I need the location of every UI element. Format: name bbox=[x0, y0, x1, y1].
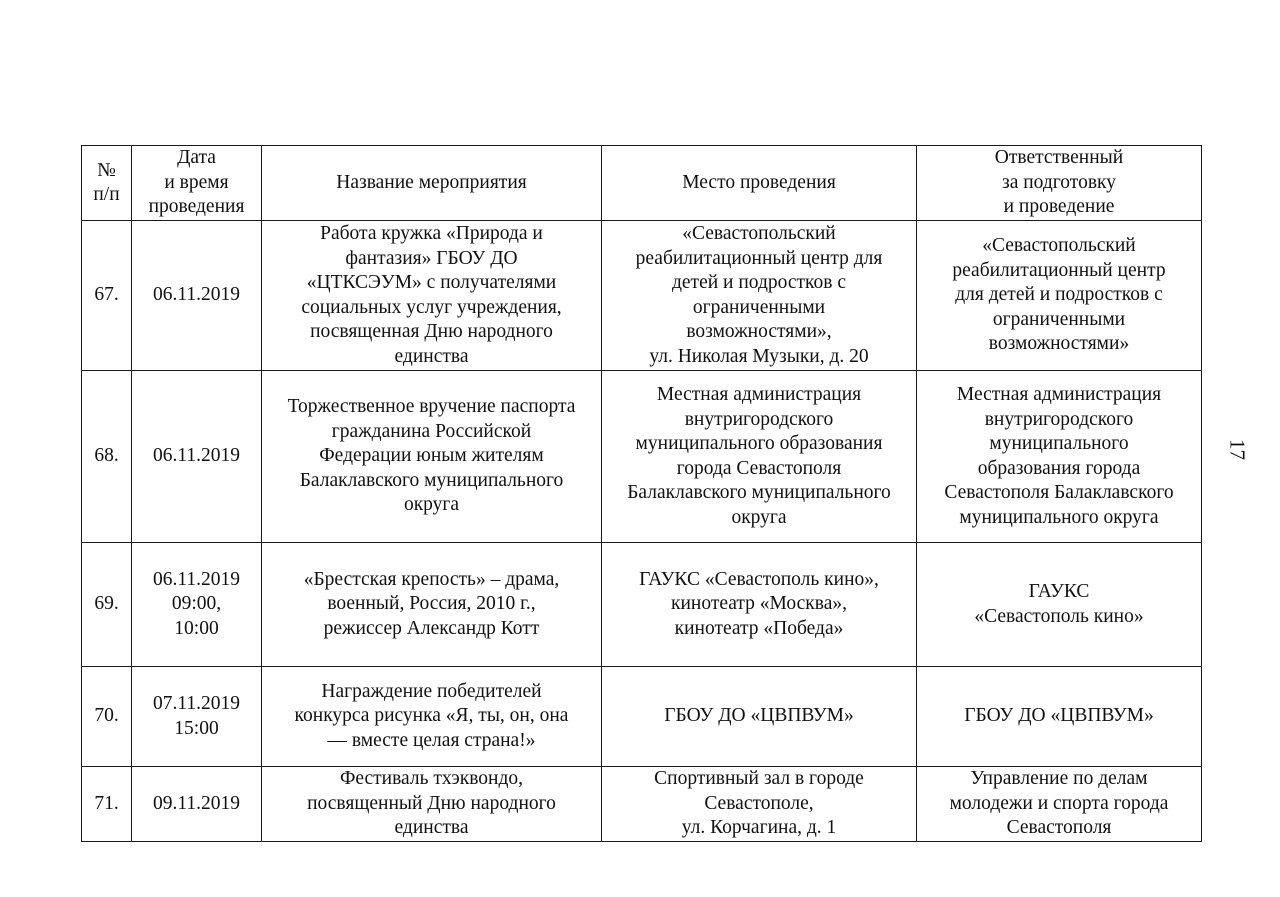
row-place: ГБОУ ДО «ЦВПВУМ» bbox=[602, 667, 917, 767]
row-number: 69. bbox=[82, 543, 132, 667]
header-place: Место проведения bbox=[602, 146, 917, 221]
row-event-name: Торжественное вручение паспорта гражданина Российской Федерации юным жителям Балаклавского муниципального округа bbox=[262, 371, 602, 543]
events-table bbox=[81, 145, 1202, 842]
table-row bbox=[82, 543, 1202, 667]
row-event-name: Награждение победителей конкурса рисунка «Я, ты, он, она — вместе целая страна!» bbox=[262, 667, 602, 767]
row-date: 06.11.2019 bbox=[132, 371, 262, 543]
header-responsible: Ответственный за подготовку и проведение bbox=[917, 146, 1202, 221]
row-event-name: Работа кружка «Природа и фантазия» ГБОУ ДО «ЦТКСЭУМ» с получателями социальных услуг учреждения, посвященная Дню народного единства bbox=[262, 221, 602, 371]
table-row bbox=[82, 667, 1202, 767]
row-responsible: Местная администрация внутригородского муниципального образования города Севастополя Балаклавского муниципального округа bbox=[917, 371, 1202, 543]
table-header-row bbox=[82, 146, 1202, 221]
row-place: ГАУКС «Севастополь кино», кинотеатр «Москва», кинотеатр «Победа» bbox=[602, 543, 917, 667]
row-number: 68. bbox=[82, 371, 132, 543]
row-number: 70. bbox=[82, 667, 132, 767]
header-date: Дата и время проведения bbox=[132, 146, 262, 221]
header-number: № п/п bbox=[82, 146, 132, 221]
row-responsible: ГАУКС «Севастополь кино» bbox=[917, 543, 1202, 667]
row-place: «Севастопольский реабилитационный центр для детей и подростков с ограниченными возможностями», ул. Николая Музыки, д. 20 bbox=[602, 221, 917, 371]
table-row bbox=[82, 371, 1202, 543]
row-responsible: Управление по делам молодежи и спорта города Севастополя bbox=[917, 767, 1202, 842]
table-row bbox=[82, 221, 1202, 371]
page-number: 17 bbox=[1225, 439, 1250, 460]
table-row bbox=[82, 767, 1202, 842]
row-responsible: «Севастопольский реабилитационный центр для детей и подростков с ограниченными возможностями» bbox=[917, 221, 1202, 371]
row-date: 07.11.2019 15:00 bbox=[132, 667, 262, 767]
row-date: 06.11.2019 09:00, 10:00 bbox=[132, 543, 262, 667]
row-event-name: «Брестская крепость» – драма, военный, Россия, 2010 г., режиссер Александр Котт bbox=[262, 543, 602, 667]
row-place: Спортивный зал в городе Севастополе, ул. Корчагина, д. 1 bbox=[602, 767, 917, 842]
row-place: Местная администрация внутригородского муниципального образования города Севастополя Балаклавского муниципального округа bbox=[602, 371, 917, 543]
header-event-name: Название мероприятия bbox=[262, 146, 602, 221]
row-responsible: ГБОУ ДО «ЦВПВУМ» bbox=[917, 667, 1202, 767]
row-number: 67. bbox=[82, 221, 132, 371]
row-date: 06.11.2019 bbox=[132, 221, 262, 371]
row-number: 71. bbox=[82, 767, 132, 842]
row-event-name: Фестиваль тхэквондо, посвященный Дню народного единства bbox=[262, 767, 602, 842]
row-date: 09.11.2019 bbox=[132, 767, 262, 842]
